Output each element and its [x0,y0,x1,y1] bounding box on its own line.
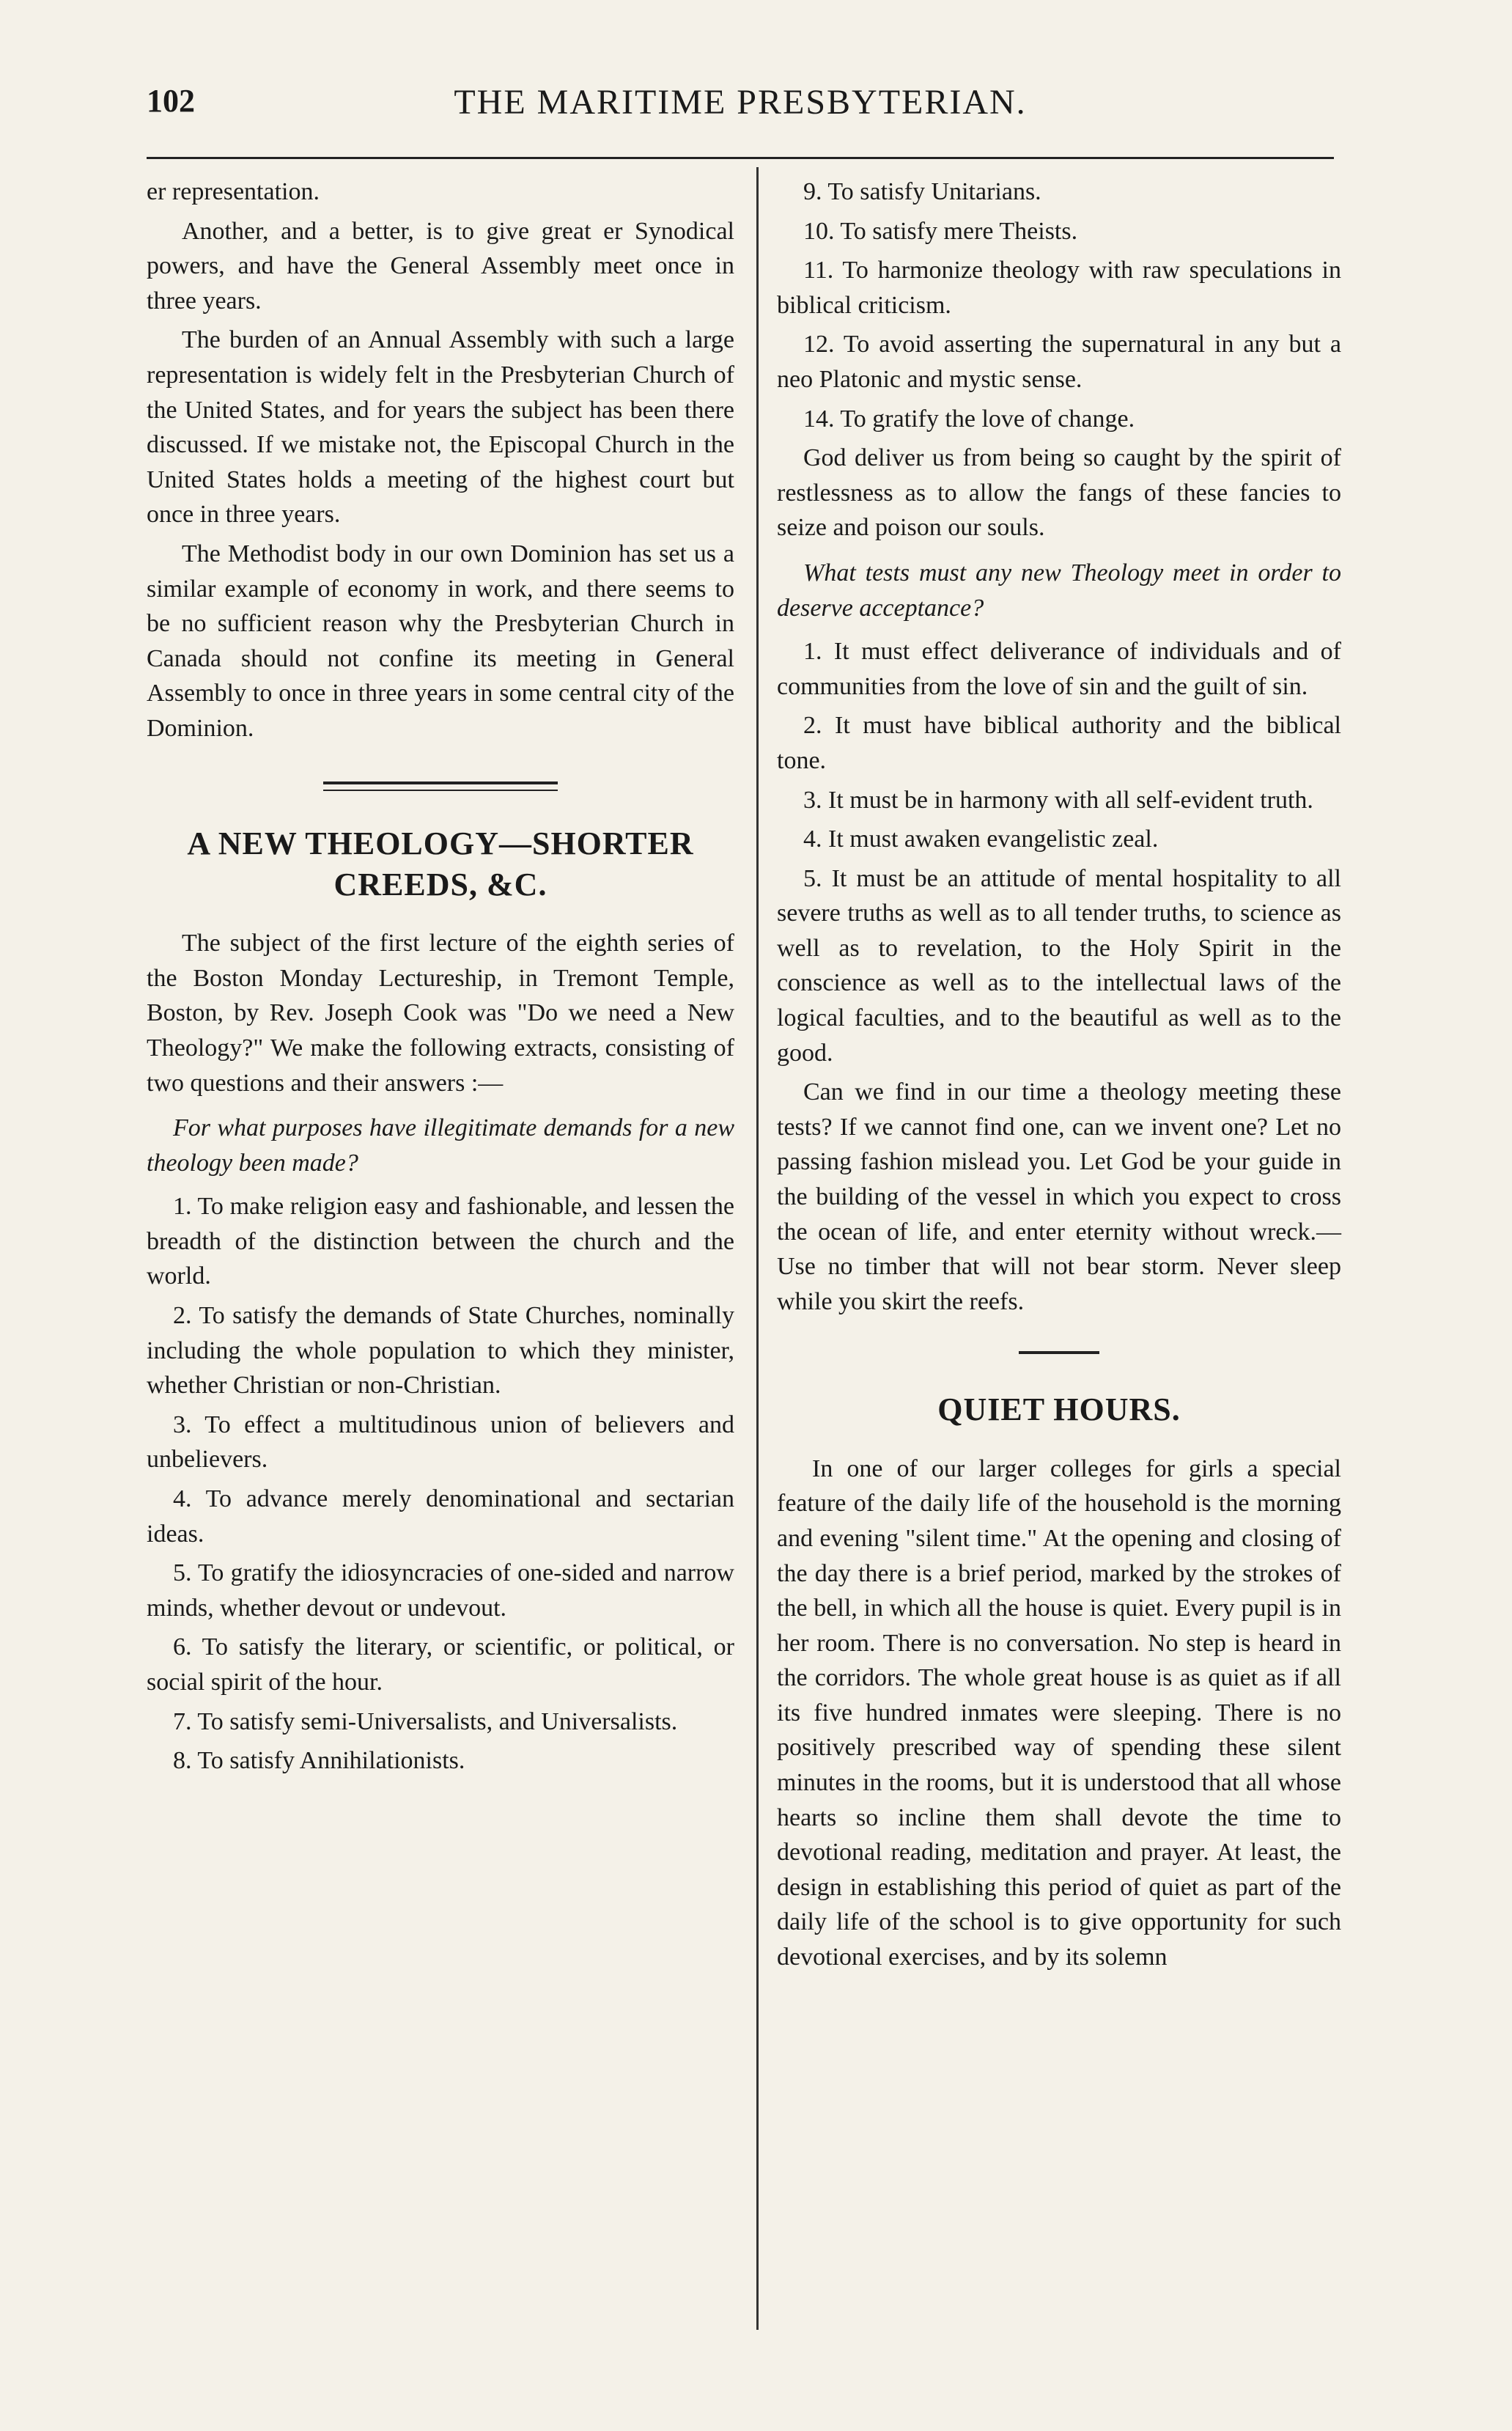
page-header [147,82,1334,133]
list-item: 4. It must awaken evangelistic zeal. [803,825,1159,853]
list-item: 3. To effect a multitudinous union of believers and unbelievers. [147,1411,734,1474]
intro-paragraph: The subject of the first lecture of the eighth series of the Boston Monday Lectureship, in Tremont Temple, Boston, by Rev. Joseph Cook was "Do we need a New Theology?" We make the following extracts, consisting of two questions and their answers :— [147,930,734,1097]
list-item: 2. It must have biblical authority and the biblical tone. [777,712,1341,774]
question-heading: For what purposes have illegitimate demands for a new theology been made? [147,1114,734,1177]
list-item: 6. To satisfy the literary, or scientific, or political, or social spirit of the hour. [147,1633,734,1696]
list-item: 1. To make religion easy and fashionable, and lessen the breadth of the distinction between the church and the world. [147,1193,734,1290]
list-item: 12. To avoid asserting the supernatural in any but a neo Platonic and mystic sense. [777,331,1341,393]
list-item: 8. To satisfy Annihilationists. [173,1747,465,1775]
list-item: 10. To satisfy mere Theists. [803,217,1078,245]
list-item: 3. It must be in harmony with all self-evident truth. [803,786,1313,814]
list-item: 4. To advance merely denominational and sectarian ideas. [147,1485,734,1548]
paragraph: The Methodist body in our own Dominion has set us a similar example of economy in work, and there seems to be no sufficient reason why the Presbyterian Church in Canada should not confine its meeting in General Assembly to once in three years in some central city of the Dominion. [147,540,734,742]
section-heading-quiet-hours: QUIET HOURS. [937,1391,1181,1428]
heading-line: A NEW THEOLOGY—SHORTER [187,825,694,861]
paragraph: er representation. [147,178,320,205]
list-item: 9. To satisfy Unitarians. [803,178,1041,205]
list-item: 5. To gratify the idiosyncracies of one-sided and narrow minds, whether devout or undevout. [147,1559,734,1622]
ornament-bar [323,790,558,791]
list-item: 14. To gratify the love of change. [803,405,1135,433]
list-item: 7. To satisfy semi-Universalists, and Universalists. [173,1707,678,1735]
list-item: 11. To harmonize theology with raw speculations in biblical criticism. [777,257,1341,319]
section-divider-ornament [323,781,558,791]
ornament-bar [323,781,558,784]
list-item: 1. It must effect deliverance of individuals and of communities from the love of sin and the guilt of sin. [777,638,1341,700]
closing-paragraph: Can we find in our time a theology meeting these tests? If we cannot find one, can we invent one? Let no passing fashion mislead you. Let God be your guide in the building of the vessel in which you expect to cross the ocean of life, and enter eternity without wreck.—Use no timber that will not bear storm. Never sleep while you skirt the reefs. [777,1078,1341,1315]
paragraph: In one of our larger colleges for girls a special feature of the daily life of the household is the morning and evening "silent time." At the opening and closing of the day there is a brief period, marked by the strokes of the bell, in which all the house is quiet. Every pupil is in her room. There is no conversation. No step is heard in the corridors. The whole great house is as quiet as if all its five hundred inmates were sleeping. There is no positively prescribed way of spending these silent minutes in the rooms, but it is understood that all whose hearts so incline them shall devote the time to devotional reading, meditation and prayer. At least, the design in establishing this period of quiet as part of the daily life of the school is to give opportunity for such devotional exercises, and by its solemn [777,1454,1341,1971]
section-divider-rule [1019,1351,1099,1354]
list-item: 2. To satisfy the demands of State Churches, nominally including the whole population to which they minister, whether Christian or non-Christian. [147,1302,734,1400]
paragraph: Another, and a better, is to give great er Synodical powers, and have the General Assembly meet once in three years. [147,217,734,315]
question-heading: What tests must any new Theology meet in order to deserve acceptance? [777,559,1341,622]
left-column [147,174,734,1783]
heading-line: CREEDS, &C. [333,866,547,902]
column-divider [756,167,759,2330]
list-item: 5. It must be an attitude of mental hospitality to all severe truths as well as to all tender truths, to science as well as to revelation, to the Holy Spirit in the conscience as well as to the intellectual laws of the logical faculties, and to the beautiful as well as to the good. [777,864,1341,1067]
page-number: 102 [147,83,195,119]
running-title: THE MARITIME PRESBYTERIAN. [454,83,1027,122]
prayer-paragraph: God deliver us from being so caught by the spirit of restlessness as to allow the fangs of these fancies to seize and poison our souls. [777,444,1341,542]
header-rule [147,157,1334,159]
paragraph: The burden of an Annual Assembly with such a large representation is widely felt in the Presbyterian Church of the United States, and for years the subject has been there discussed. If we mistake not, the Episcopal Church in the United States holds a meeting of the highest court but once in three years. [147,326,734,529]
section-heading-new-theology [147,823,734,906]
right-column [777,174,1341,1979]
